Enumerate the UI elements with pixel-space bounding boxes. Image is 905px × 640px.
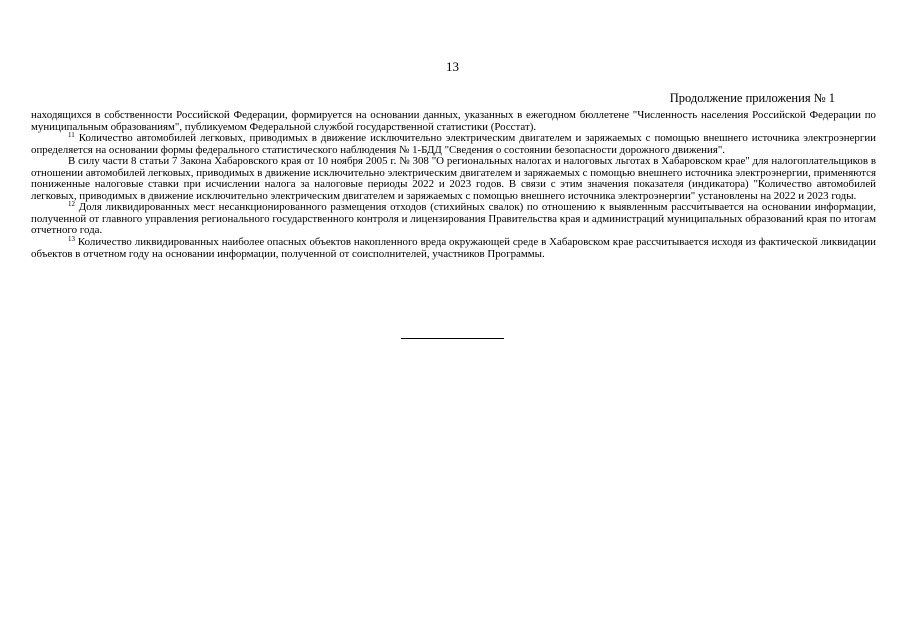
end-of-text-rule	[401, 338, 504, 339]
page-number: 13	[446, 59, 459, 74]
paragraph-tax-law	[31, 156, 876, 202]
footnote-marker: 13	[68, 235, 75, 244]
appendix-continuation-label: Продолжение приложения № 1	[669, 91, 835, 105]
paragraph-text: находящихся в собственности Российской Федерации, формируется на основании данных, указанных в ежегодном бюллетене "Численность населения Российской Федерации по муниципальным образованиям", публикуемом Федеральной службой государственной статистики (Росстат).	[31, 109, 876, 133]
paragraph-text: Доля ликвидированных мест несанкционированного размещения отходов (стихийных свалок) по отношению к выявленным рассчитывается на основании информации, полученной от главного управления регионального государственного контроля и лицензирования Правительства края и администраций муниципальных образований края по итогам отчетного года.	[31, 201, 876, 237]
paragraph-text: В силу части 8 статьи 7 Закона Хабаровского края от 10 ноября 2005 г. № 308 "О региональных налогах и налоговых льготах в Хабаровском крае" для налогоплательщиков в отношении автомобилей легковых, приводимых в движение исключительно электрическим двигателем и заряжаемых с помощью внешнего источника электроэнергии, применяются пониженные налоговые ставки при исчислении налога за налоговые периоды 2022 и 2023 годов. В связи с этим значения показателя (индикатора) "Количество автомобилей легковых, приводимых в движение исключительно электрическим двигателем и заряжаемых с помощью внешнего источника электроэнергии" установлены на 2022 и 2023 годы.	[31, 155, 876, 202]
footnote-marker: 11	[68, 131, 75, 140]
paragraph-text: Количество автомобилей легковых, приводимых в движение исключительно электрическим двигателем и заряжаемых с помощью внешнего источника электроэнергии определяется на основании формы федерального статистического наблюдения № 1-БДД "Сведения о состоянии безопасности дорожного движения".	[31, 132, 876, 156]
paragraph-continuation	[31, 110, 876, 133]
paragraph-footnote-13	[31, 237, 876, 260]
paragraph-footnote-11	[31, 133, 876, 156]
paragraph-text: Количество ликвидированных наиболее опасных объектов накопленного вреда окружающей среде в Хабаровском крае рассчитывается исходя из фактической ликвидации объектов в отчетном году на основании информации, полученной от соисполнителей, участников Программы.	[31, 236, 876, 260]
paragraph-footnote-12	[31, 202, 876, 237]
footnote-marker: 12	[68, 200, 75, 209]
document-body	[31, 110, 876, 260]
